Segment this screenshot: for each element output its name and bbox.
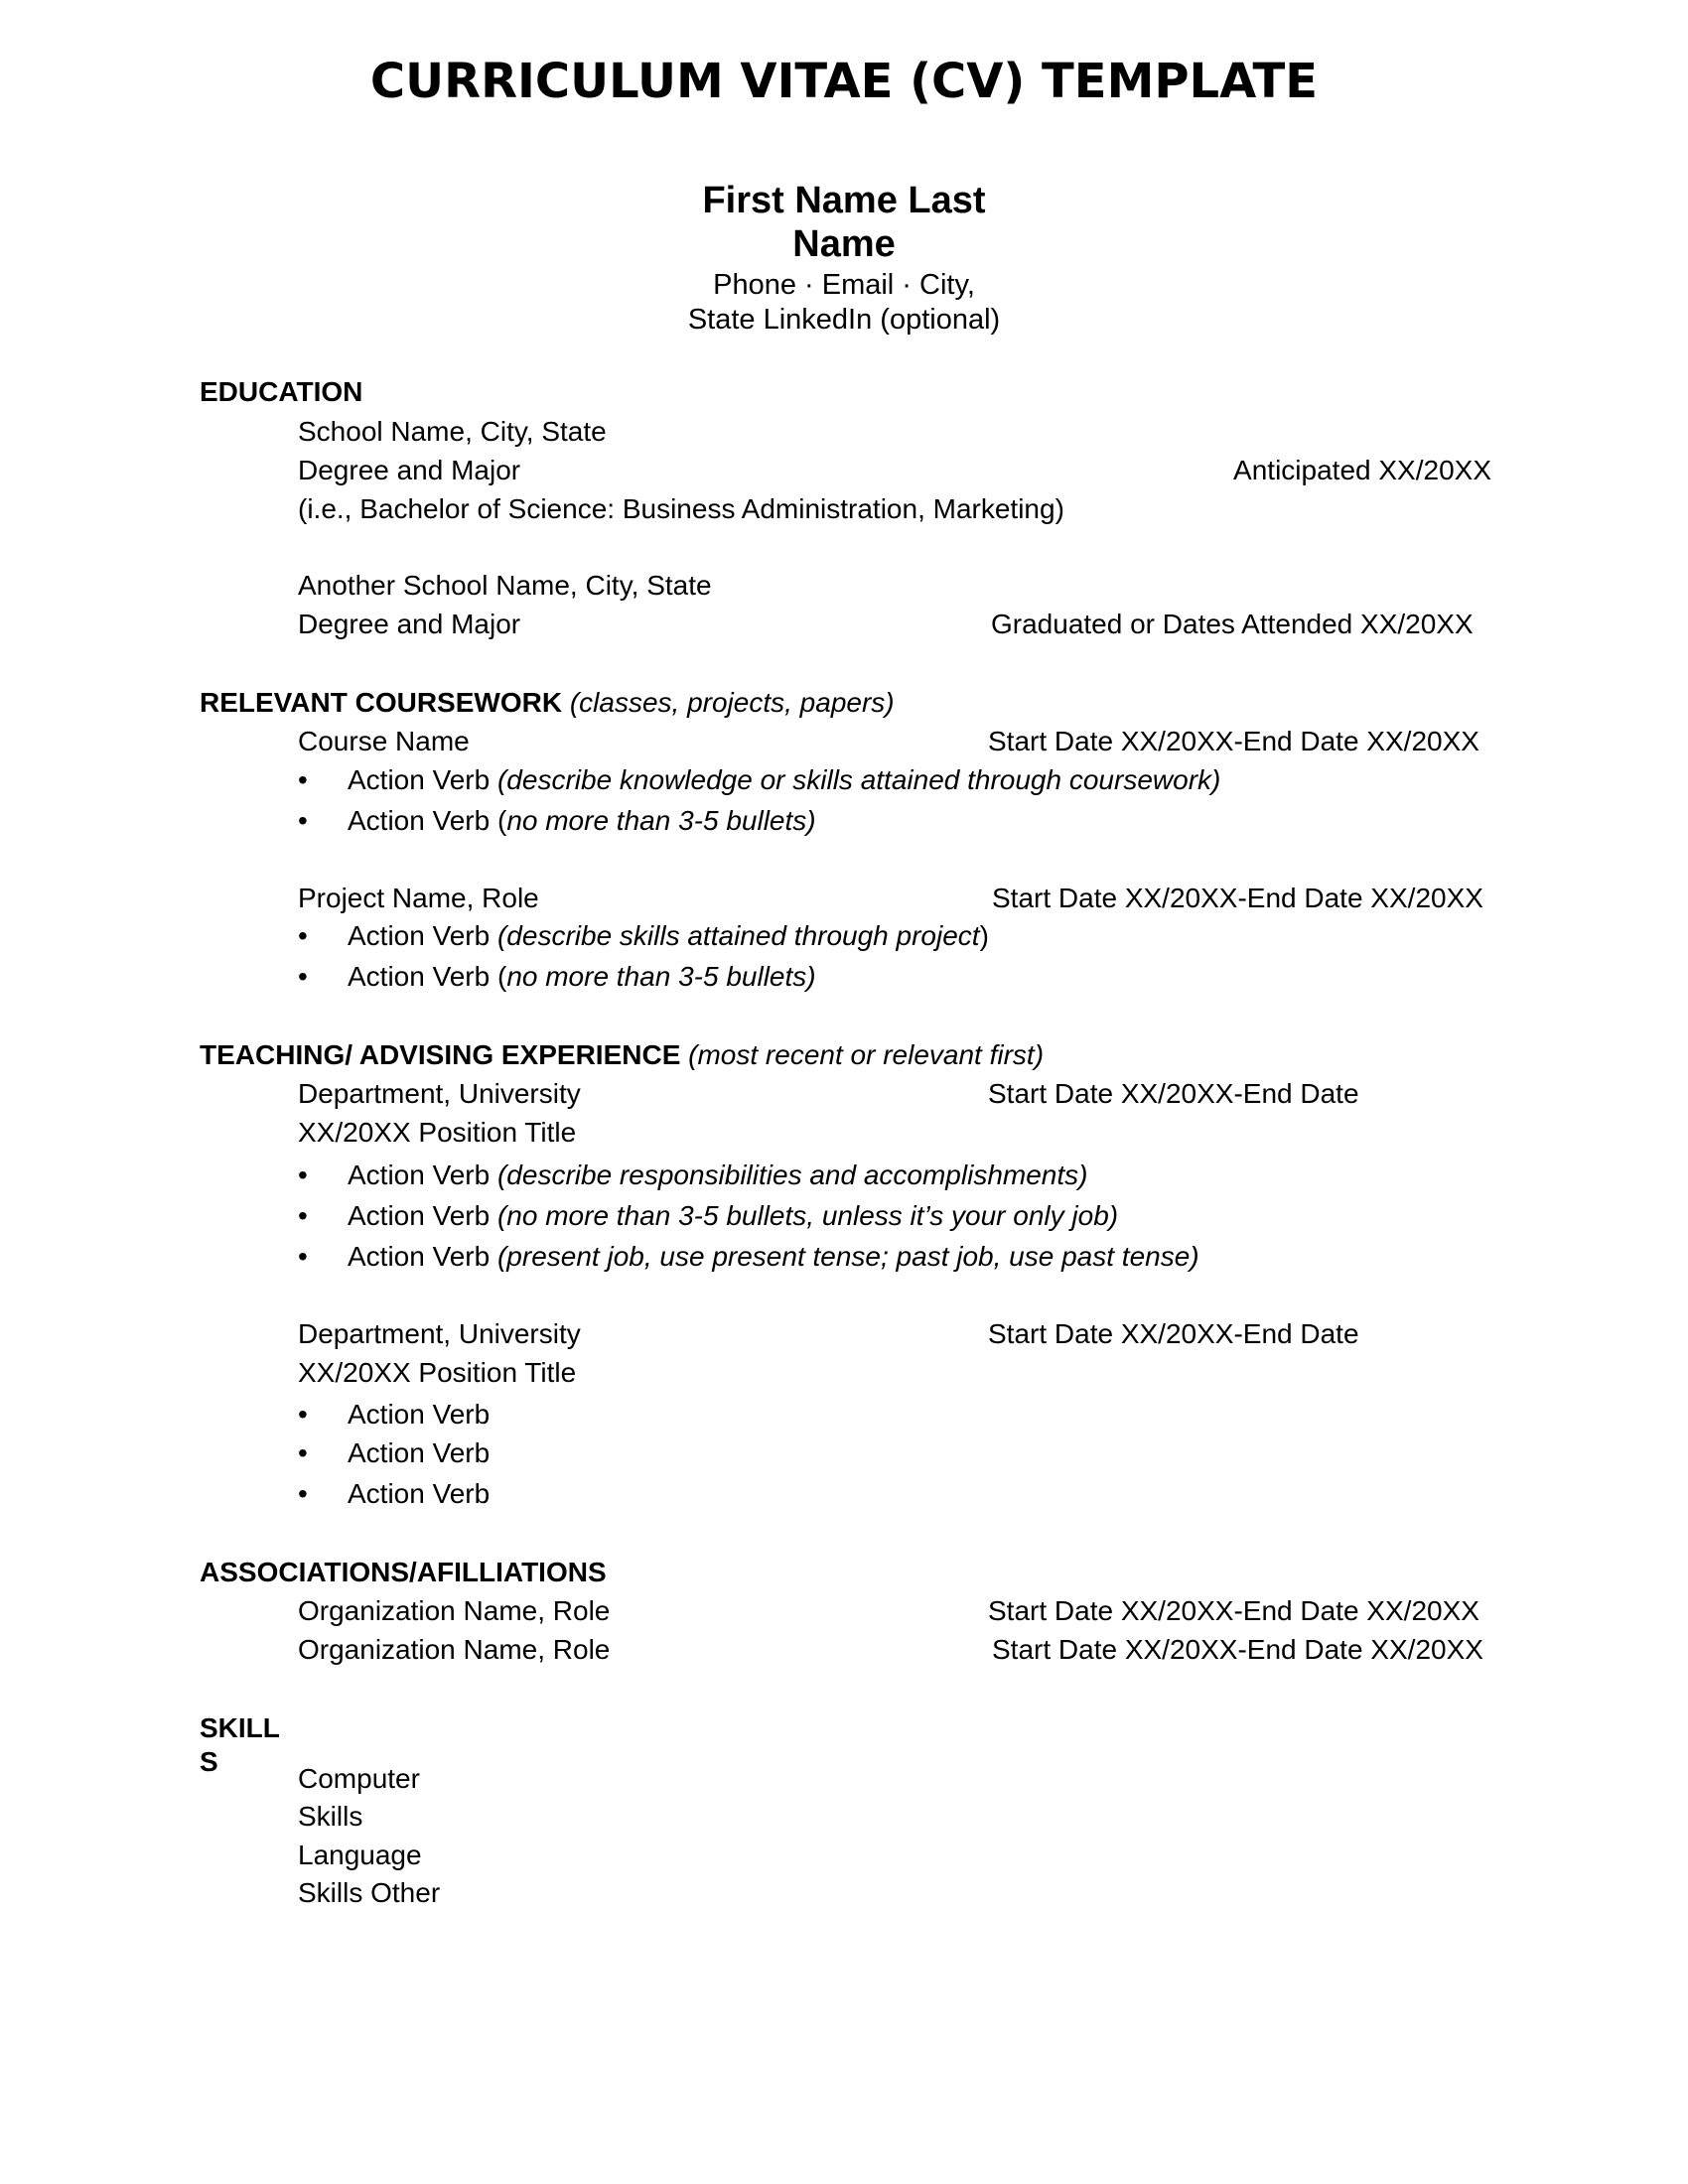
school-1: School Name, City, State <box>298 416 607 447</box>
job-2-department: Department, University <box>298 1318 581 1349</box>
job-2-title: XX/20XX Position Title <box>298 1357 577 1388</box>
skills-line: Computer <box>298 1763 420 1794</box>
course-bullet-2 <box>348 804 816 838</box>
job-1-dates: Start Date XX/20XX-End Date <box>988 1078 1359 1109</box>
contact-line-2: State LinkedIn (optional) <box>687 304 1001 336</box>
document-title: CURRICULUM VITAE (CV) TEMPLATE <box>369 54 1319 109</box>
bullet-note: (describe knowledge or skills attained through coursework) <box>496 764 1221 795</box>
bullet-glyph: • <box>298 1200 308 1231</box>
job-1-department: Department, University <box>298 1078 581 1109</box>
bullet-glyph: • <box>298 1437 308 1468</box>
skills-line: Language <box>298 1840 422 1870</box>
name-line-2: Name <box>792 223 896 265</box>
bullet-note: no more than 3-5 bullets) <box>506 961 816 992</box>
bullet-verb: Action Verb ( <box>348 805 507 836</box>
bullet-glyph: • <box>298 1160 308 1190</box>
name-line-1: First Name Last <box>702 180 986 221</box>
teaching-heading-text: TEACHING/ ADVISING EXPERIENCE <box>200 1039 681 1070</box>
bullet-note: (no more than 3-5 bullets, unless it’s your only job) <box>496 1200 1119 1231</box>
course-bullet-1 <box>348 763 1220 797</box>
bullet-verb: Action Verb <box>348 1241 491 1272</box>
job-2-bullet-2: Action Verb <box>348 1437 491 1468</box>
bullet-verb: Action Verb ( <box>348 961 507 992</box>
org-1: Organization Name, Role <box>298 1595 611 1626</box>
job-2-dates: Start Date XX/20XX-End Date <box>988 1318 1359 1349</box>
contact-line-1: Phone · Email · City, <box>713 269 975 301</box>
coursework-heading-note: (classes, projects, papers) <box>569 687 895 718</box>
job-1-bullet-2 <box>348 1199 1118 1233</box>
date-1: Anticipated XX/20XX <box>1233 455 1491 485</box>
date-2: Graduated or Dates Attended XX/20XX <box>991 609 1474 639</box>
bullet-glyph: • <box>298 1399 308 1430</box>
job-2-bullet-3: Action Verb <box>348 1478 491 1509</box>
bullet-note: (present job, use present tense; past job, use past tense) <box>496 1241 1199 1272</box>
course-name: Course Name <box>298 726 470 756</box>
job-1-bullet-1 <box>348 1159 1087 1192</box>
bullet-tail: ) <box>979 920 989 951</box>
coursework-heading-text: RELEVANT COURSEWORK <box>200 687 563 718</box>
teaching-heading-note: (most recent or relevant first) <box>688 1039 1045 1070</box>
course-dates: Start Date XX/20XX-End Date XX/20XX <box>988 726 1479 756</box>
skills-line: Skills <box>298 1801 363 1832</box>
bullet-glyph: • <box>298 805 308 836</box>
job-2-bullet-1: Action Verb <box>348 1399 491 1430</box>
bullet-verb: Action Verb <box>348 1200 491 1231</box>
org-1-dates: Start Date XX/20XX-End Date XX/20XX <box>988 1595 1479 1626</box>
bullet-note: (describe skills attained through project <box>496 920 980 951</box>
project-bullet-2 <box>348 960 816 994</box>
bullet-glyph: • <box>298 1241 308 1272</box>
bullet-glyph: • <box>298 1478 308 1509</box>
org-2: Organization Name, Role <box>298 1634 611 1665</box>
job-1-title: XX/20XX Position Title <box>298 1117 577 1148</box>
job-1-bullet-3 <box>348 1240 1199 1274</box>
school-2: Another School Name, City, State <box>298 570 712 601</box>
project-name: Project Name, Role <box>298 883 539 913</box>
bullet-note: no more than 3-5 bullets) <box>506 805 816 836</box>
teaching-heading <box>200 1038 1044 1072</box>
degree-example: (i.e., Bachelor of Science: Business Administration, Marketing) <box>298 493 1064 524</box>
bullet-glyph: • <box>298 764 308 795</box>
project-dates: Start Date XX/20XX-End Date XX/20XX <box>992 883 1483 913</box>
bullet-verb: Action Verb <box>348 764 491 795</box>
org-2-dates: Start Date XX/20XX-End Date XX/20XX <box>992 1634 1483 1665</box>
bullet-verb: Action Verb <box>348 920 491 951</box>
coursework-heading <box>200 686 895 720</box>
bullet-glyph: • <box>298 920 308 951</box>
education-heading: EDUCATION <box>200 376 363 407</box>
bullet-glyph: • <box>298 961 308 992</box>
associations-heading: ASSOCIATIONS/AFILLIATIONS <box>200 1557 607 1587</box>
skills-heading-line-1: SKILL <box>200 1712 280 1743</box>
project-bullet-1 <box>348 919 989 953</box>
skills-heading-line-2: S <box>200 1746 218 1777</box>
bullet-note: (describe responsibilities and accomplishments) <box>496 1160 1088 1190</box>
degree-2: Degree and Major <box>298 609 521 639</box>
degree-1: Degree and Major <box>298 455 521 485</box>
bullet-verb: Action Verb <box>348 1160 491 1190</box>
skills-line: Skills Other <box>298 1877 441 1908</box>
